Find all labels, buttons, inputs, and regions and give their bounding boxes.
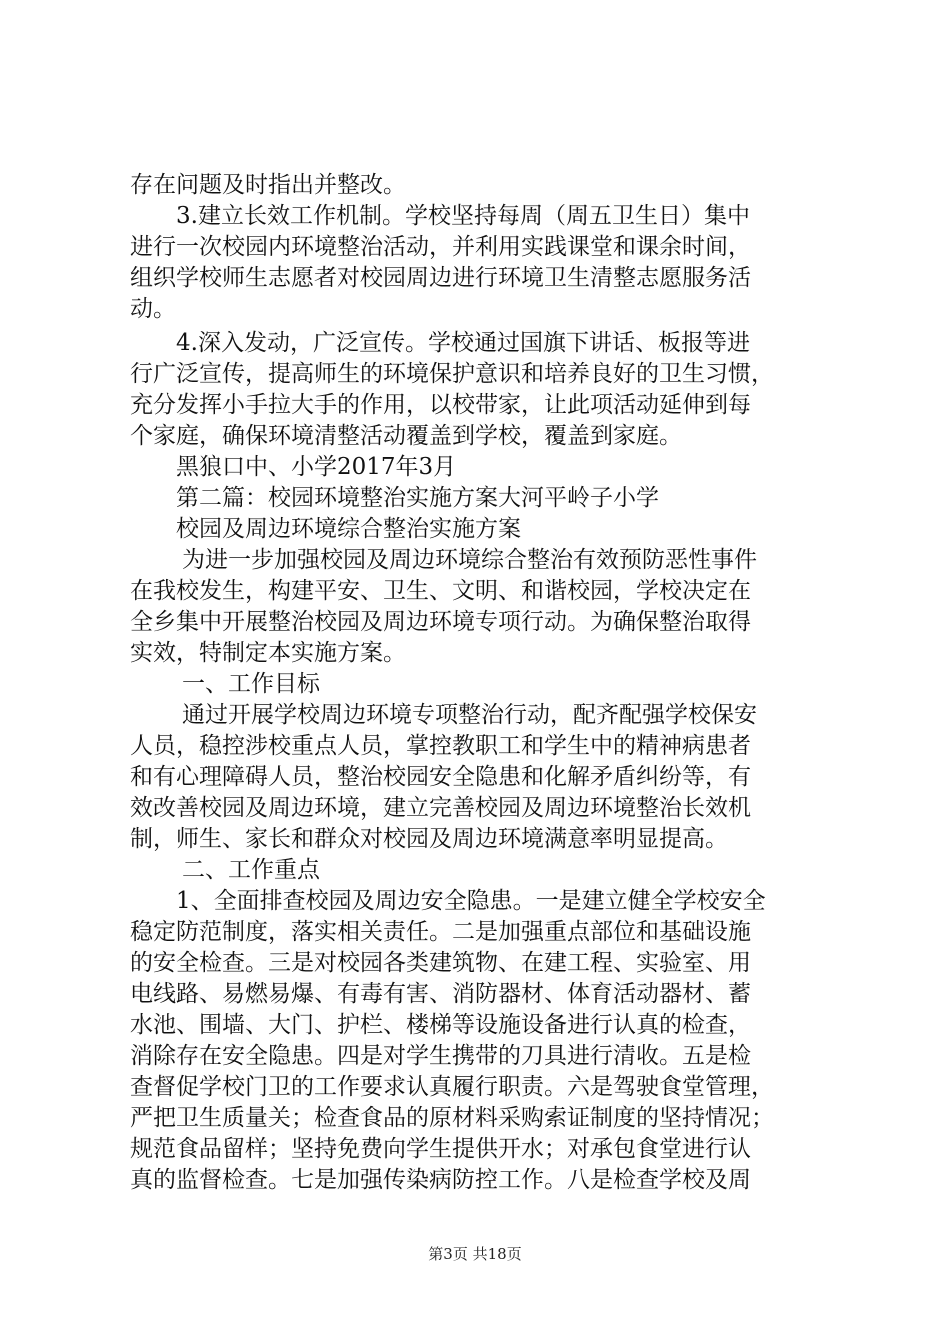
text-line: 个家庭，确保环境清整活动覆盖到学校，覆盖到家庭。 bbox=[130, 423, 682, 449]
text-line: 黑狼口中、小学2017年3月 bbox=[176, 454, 457, 480]
text-line: 3.建立长效工作机制。学校坚持每周（周五卫生日）集中 bbox=[176, 203, 750, 229]
text-line: 查督促学校门卫的工作要求认真履行职责。六是驾驶食堂管理， bbox=[130, 1074, 774, 1100]
text-line: 进行一次校园内环境整治活动，并利用实践课堂和课余时间， bbox=[130, 234, 751, 260]
text-line: 行广泛宣传，提高师生的环境保护意识和培养良好的卫生习惯， bbox=[130, 361, 774, 387]
text-line: 存在问题及时指出并整改。 bbox=[130, 172, 406, 198]
text-line: 制，师生、家长和群众对校园及周边环境满意率明显提高。 bbox=[130, 826, 728, 852]
text-line: 在我校发生，构建平安、卫生、文明、和谐校园，学校决定在 bbox=[130, 578, 751, 604]
section-heading: 一、工作目标 bbox=[182, 671, 320, 697]
text-line: 人员，稳控涉校重点人员，掌控教职工和学生中的精神病患者 bbox=[130, 733, 751, 759]
text-line: 通过开展学校周边环境专项整治行动，配齐配强学校保安 bbox=[182, 702, 757, 728]
text-line: 真的监督检查。七是加强传染病防控工作。八是检查学校及周 bbox=[130, 1167, 751, 1193]
text-line: 实效，特制定本实施方案。 bbox=[130, 640, 406, 666]
text-line: 严把卫生质量关；检查食品的原材料采购索证制度的坚持情况； bbox=[130, 1105, 774, 1131]
text-line: 为进一步加强校园及周边环境综合整治有效预防恶性事件 bbox=[182, 547, 757, 573]
section-heading: 二、工作重点 bbox=[182, 857, 320, 883]
text-line: 水池、围墙、大门、护栏、楼梯等设施设备进行认真的检查， bbox=[130, 1012, 751, 1038]
text-line: 组织学校师生志愿者对校园周边进行环境卫生清整志愿服务活 bbox=[130, 265, 751, 291]
text-line: 效改善校园及周边环境，建立完善校园及周边环境整治长效机 bbox=[130, 795, 751, 821]
page-footer bbox=[0, 1244, 950, 1264]
text-line: 全乡集中开展整治校园及周边环境专项行动。为确保整治取得 bbox=[130, 609, 751, 635]
text-line: 和有心理障碍人员，整治校园安全隐患和化解矛盾纠纷等，有 bbox=[130, 764, 751, 790]
text-line: 的安全检查。三是对校园各类建筑物、在建工程、实验室、用 bbox=[130, 950, 751, 976]
text-line: 校园及周边环境综合整治实施方案 bbox=[176, 516, 521, 542]
text-line: 1、全面排查校园及周边安全隐患。一是建立健全学校安全 bbox=[176, 888, 766, 914]
document-body bbox=[130, 170, 830, 1196]
text-line: 第二篇：校园环境整治实施方案大河平岭子小学 bbox=[176, 485, 659, 511]
text-line: 稳定防范制度，落实相关责任。二是加强重点部位和基础设施 bbox=[130, 919, 751, 945]
text-line: 动。 bbox=[130, 296, 176, 322]
text-line: 4.深入发动，广泛宣传。学校通过国旗下讲话、板报等进 bbox=[176, 330, 750, 356]
text-line: 充分发挥小手拉大手的作用，以校带家，让此项活动延伸到每 bbox=[130, 392, 751, 418]
text-line: 电线路、易燃易爆、有毒有害、消防器材、体育活动器材、蓄 bbox=[130, 981, 751, 1007]
text-line: 规范食品留样；坚持免费向学生提供开水；对承包食堂进行认 bbox=[130, 1136, 751, 1162]
page-number: 第3页 共18页 bbox=[428, 1245, 522, 1263]
text-line: 消除存在安全隐患。四是对学生携带的刀具进行清收。五是检 bbox=[130, 1043, 751, 1069]
